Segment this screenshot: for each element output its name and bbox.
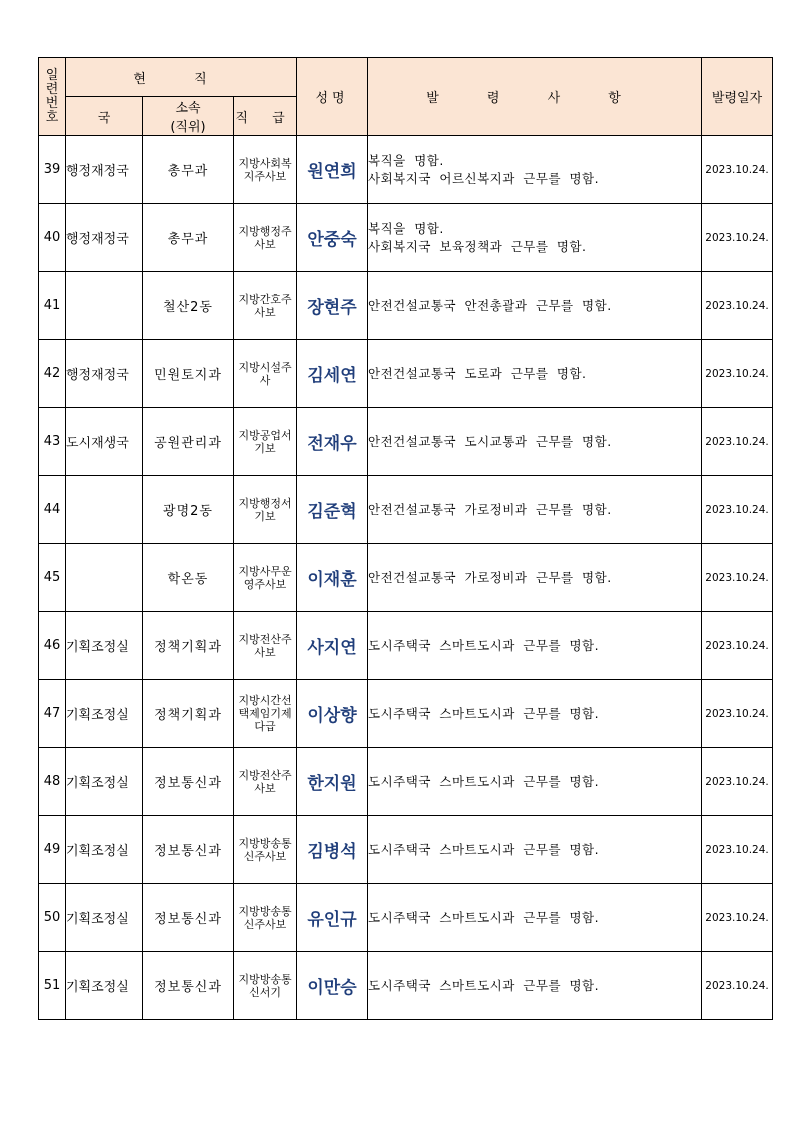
cell-bureau: 행정재정국 bbox=[66, 204, 143, 272]
cell-name: 김세연 bbox=[297, 340, 368, 408]
cell-grade: 지방시설주 사 bbox=[234, 340, 297, 408]
cell-bureau: 기획조정실 bbox=[66, 952, 143, 1020]
cell-name: 안중숙 bbox=[297, 204, 368, 272]
cell-name: 김병석 bbox=[297, 816, 368, 884]
cell-order: 안전건설교통국 안전총괄과 근무를 명함. bbox=[368, 272, 702, 340]
cell-department: 정보통신과 bbox=[143, 748, 234, 816]
cell-name: 장현주 bbox=[297, 272, 368, 340]
cell-name: 이재훈 bbox=[297, 544, 368, 612]
header-bureau: 국 bbox=[66, 97, 143, 136]
cell-department: 학온동 bbox=[143, 544, 234, 612]
table-row bbox=[39, 272, 773, 340]
cell-date: 2023.10.24. bbox=[702, 952, 773, 1020]
personnel-order-table bbox=[38, 57, 773, 1020]
cell-date: 2023.10.24. bbox=[702, 204, 773, 272]
cell-name: 이만승 bbox=[297, 952, 368, 1020]
cell-name: 사지연 bbox=[297, 612, 368, 680]
cell-bureau bbox=[66, 272, 143, 340]
cell-bureau: 기획조정실 bbox=[66, 612, 143, 680]
cell-department: 총무과 bbox=[143, 204, 234, 272]
cell-seq-number: 44 bbox=[39, 476, 66, 544]
cell-bureau: 기획조정실 bbox=[66, 816, 143, 884]
cell-bureau: 행정재정국 bbox=[66, 340, 143, 408]
table-header bbox=[39, 58, 773, 136]
cell-grade: 지방시간선 택제임기제 다급 bbox=[234, 680, 297, 748]
cell-grade: 지방전산주 사보 bbox=[234, 612, 297, 680]
cell-order: 도시주택국 스마트도시과 근무를 명함. bbox=[368, 680, 702, 748]
cell-department: 정책기획과 bbox=[143, 612, 234, 680]
cell-name: 이상향 bbox=[297, 680, 368, 748]
cell-department: 정보통신과 bbox=[143, 816, 234, 884]
cell-date: 2023.10.24. bbox=[702, 748, 773, 816]
cell-order: 안전건설교통국 도시교통과 근무를 명함. bbox=[368, 408, 702, 476]
header-affiliation: 소속 (직위) bbox=[143, 97, 234, 136]
cell-bureau: 기획조정실 bbox=[66, 748, 143, 816]
cell-seq-number: 39 bbox=[39, 136, 66, 204]
cell-order: 도시주택국 스마트도시과 근무를 명함. bbox=[368, 952, 702, 1020]
cell-seq-number: 50 bbox=[39, 884, 66, 952]
table-row bbox=[39, 884, 773, 952]
cell-name: 김준혁 bbox=[297, 476, 368, 544]
cell-grade: 지방방송통 신서기 bbox=[234, 952, 297, 1020]
cell-date: 2023.10.24. bbox=[702, 136, 773, 204]
cell-order: 복직을 명함. 사회복지국 어르신복지과 근무를 명함. bbox=[368, 136, 702, 204]
cell-bureau: 기획조정실 bbox=[66, 884, 143, 952]
cell-bureau bbox=[66, 476, 143, 544]
table-row bbox=[39, 952, 773, 1020]
table-row bbox=[39, 136, 773, 204]
cell-date: 2023.10.24. bbox=[702, 612, 773, 680]
table-row bbox=[39, 748, 773, 816]
cell-date: 2023.10.24. bbox=[702, 408, 773, 476]
cell-order: 안전건설교통국 가로정비과 근무를 명함. bbox=[368, 544, 702, 612]
table-row bbox=[39, 816, 773, 884]
cell-order: 도시주택국 스마트도시과 근무를 명함. bbox=[368, 748, 702, 816]
cell-order: 도시주택국 스마트도시과 근무를 명함. bbox=[368, 884, 702, 952]
cell-bureau: 도시재생국 bbox=[66, 408, 143, 476]
cell-department: 정보통신과 bbox=[143, 884, 234, 952]
cell-grade: 지방전산주 사보 bbox=[234, 748, 297, 816]
cell-department: 광명2동 bbox=[143, 476, 234, 544]
cell-grade: 지방행정주 사보 bbox=[234, 204, 297, 272]
table-body bbox=[39, 136, 773, 1020]
cell-date: 2023.10.24. bbox=[702, 272, 773, 340]
header-order: 발 령 사 항 bbox=[368, 58, 702, 136]
cell-grade: 지방공업서 기보 bbox=[234, 408, 297, 476]
cell-bureau: 기획조정실 bbox=[66, 680, 143, 748]
cell-seq-number: 45 bbox=[39, 544, 66, 612]
table-row bbox=[39, 408, 773, 476]
cell-date: 2023.10.24. bbox=[702, 816, 773, 884]
cell-seq-number: 48 bbox=[39, 748, 66, 816]
cell-bureau: 행정재정국 bbox=[66, 136, 143, 204]
cell-name: 원연희 bbox=[297, 136, 368, 204]
table-row bbox=[39, 612, 773, 680]
cell-date: 2023.10.24. bbox=[702, 544, 773, 612]
cell-seq-number: 49 bbox=[39, 816, 66, 884]
cell-order: 안전건설교통국 가로정비과 근무를 명함. bbox=[368, 476, 702, 544]
cell-seq-number: 47 bbox=[39, 680, 66, 748]
cell-order: 복직을 명함. 사회복지국 보육정책과 근무를 명함. bbox=[368, 204, 702, 272]
cell-department: 민원토지과 bbox=[143, 340, 234, 408]
cell-date: 2023.10.24. bbox=[702, 884, 773, 952]
cell-bureau bbox=[66, 544, 143, 612]
cell-date: 2023.10.24. bbox=[702, 340, 773, 408]
cell-order: 도시주택국 스마트도시과 근무를 명함. bbox=[368, 612, 702, 680]
header-date: 발령일자 bbox=[702, 58, 773, 136]
cell-grade: 지방행정서 기보 bbox=[234, 476, 297, 544]
cell-name: 유인규 bbox=[297, 884, 368, 952]
table-row bbox=[39, 476, 773, 544]
header-name: 성명 bbox=[297, 58, 368, 136]
table-row bbox=[39, 340, 773, 408]
cell-grade: 지방방송통 신주사보 bbox=[234, 816, 297, 884]
cell-date: 2023.10.24. bbox=[702, 680, 773, 748]
cell-department: 공원관리과 bbox=[143, 408, 234, 476]
table-row bbox=[39, 544, 773, 612]
cell-grade: 지방간호주 사보 bbox=[234, 272, 297, 340]
table-row bbox=[39, 680, 773, 748]
header-seq-number: 일 련 번 호 bbox=[39, 58, 66, 136]
table-row bbox=[39, 204, 773, 272]
header-grade: 직 급 bbox=[234, 97, 297, 136]
cell-grade: 지방방송통 신주사보 bbox=[234, 884, 297, 952]
cell-department: 철산2동 bbox=[143, 272, 234, 340]
cell-order: 도시주택국 스마트도시과 근무를 명함. bbox=[368, 816, 702, 884]
cell-seq-number: 40 bbox=[39, 204, 66, 272]
cell-seq-number: 51 bbox=[39, 952, 66, 1020]
cell-department: 정책기획과 bbox=[143, 680, 234, 748]
cell-seq-number: 41 bbox=[39, 272, 66, 340]
header-current-post: 현 직 bbox=[66, 58, 297, 97]
cell-department: 정보통신과 bbox=[143, 952, 234, 1020]
cell-date: 2023.10.24. bbox=[702, 476, 773, 544]
cell-name: 한지원 bbox=[297, 748, 368, 816]
cell-grade: 지방사회복 지주사보 bbox=[234, 136, 297, 204]
cell-grade: 지방사무운 영주사보 bbox=[234, 544, 297, 612]
cell-seq-number: 42 bbox=[39, 340, 66, 408]
cell-seq-number: 46 bbox=[39, 612, 66, 680]
cell-seq-number: 43 bbox=[39, 408, 66, 476]
cell-department: 총무과 bbox=[143, 136, 234, 204]
cell-order: 안전건설교통국 도로과 근무를 명함. bbox=[368, 340, 702, 408]
cell-name: 전재우 bbox=[297, 408, 368, 476]
